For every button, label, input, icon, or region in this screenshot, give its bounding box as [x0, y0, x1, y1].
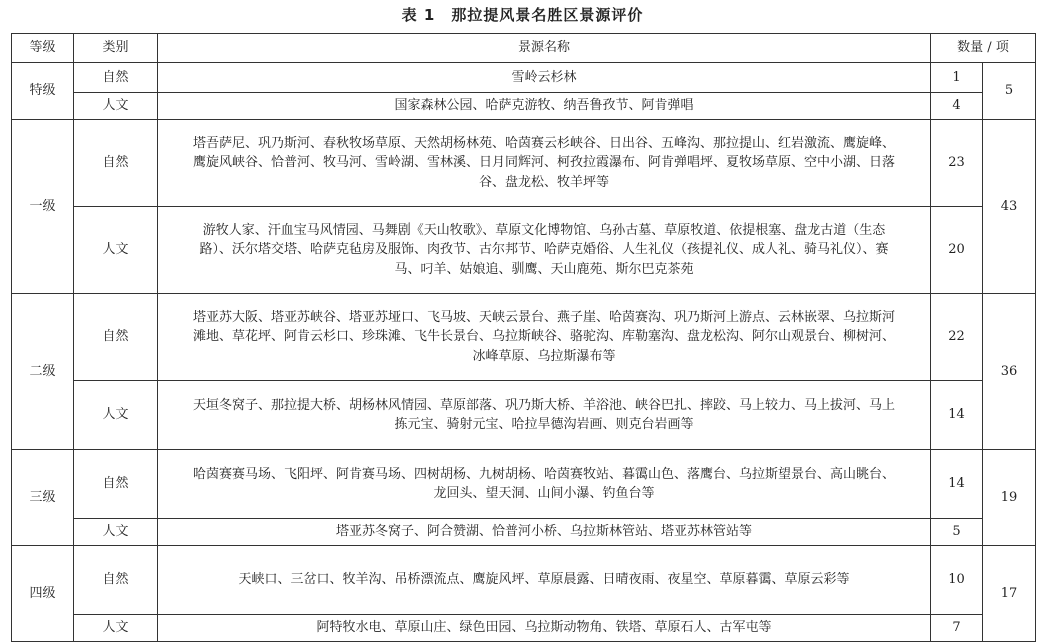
total-cell: 5 [983, 63, 1036, 120]
count-cell: 1 [931, 63, 983, 93]
category-cell: 人文 [74, 93, 158, 120]
category-cell: 人文 [74, 207, 158, 294]
category-cell: 人文 [74, 615, 158, 642]
table-row [12, 615, 1036, 642]
table-row [12, 120, 1036, 207]
header-row [12, 34, 1036, 63]
count-cell: 5 [931, 519, 983, 546]
names-cell: 阿特牧水电、草原山庄、绿色田园、乌拉斯动物角、铁塔、草原石人、古军屯等 [158, 615, 931, 642]
names-cell: 游牧人家、汗血宝马风情园、马舞剧《天山牧歌》、草原文化博物馆、乌孙古墓、草原牧道、依提根塞、盘龙古道（生态路）、沃尔塔交塔、哈萨克毡房及服饰、肉孜节、古尔邦节、哈萨克婚俗、人生礼仪（孩提礼仪、成人礼、骑马礼仪）、赛马、叼羊、姑娘追、驯鹰、天山鹿苑、斯尔巴克茶苑 [158, 207, 931, 294]
category-cell: 人文 [74, 519, 158, 546]
grade-cell: 二级 [12, 294, 74, 450]
names-cell: 塔亚苏冬窝子、阿合赞湖、恰普河小桥、乌拉斯林管站、塔亚苏林管站等 [158, 519, 931, 546]
total-cell: 19 [983, 450, 1036, 546]
header-category: 类别 [74, 34, 158, 63]
category-cell: 自然 [74, 294, 158, 381]
header-name: 景源名称 [158, 34, 931, 63]
header-grade: 等级 [12, 34, 74, 63]
names-cell: 国家森林公园、哈萨克游牧、纳吾鲁孜节、阿肯弹唱 [158, 93, 931, 120]
table-row [12, 93, 1036, 120]
count-cell: 14 [931, 450, 983, 519]
table-row [12, 207, 1036, 294]
count-cell: 4 [931, 93, 983, 120]
table-row [12, 63, 1036, 93]
grade-cell: 四级 [12, 546, 74, 642]
total-cell: 36 [983, 294, 1036, 450]
header-count: 数量 / 项 [931, 34, 1036, 63]
names-cell: 塔亚苏大阪、塔亚苏峡谷、塔亚苏垭口、飞马坡、天峡云景台、燕子崖、哈茵赛沟、巩乃斯河上游点、云林嵌翠、乌拉斯河滩地、草花坪、阿肯云杉口、珍珠滩、飞牛长景台、乌拉斯峡谷、骆驼沟、库勒塞沟、盘龙松沟、阿尔山观景台、柳树河、冰峰草原、乌拉斯瀑布等 [158, 294, 931, 381]
count-cell: 20 [931, 207, 983, 294]
count-cell: 7 [931, 615, 983, 642]
grade-cell: 三级 [12, 450, 74, 546]
table-row [12, 519, 1036, 546]
names-cell: 天峡口、三岔口、牧羊沟、吊桥漂流点、鹰旋风坪、草原晨露、日晴夜雨、夜星空、草原暮霭、草原云彩等 [158, 546, 931, 615]
total-cell: 43 [983, 120, 1036, 294]
grade-cell: 特级 [12, 63, 74, 120]
names-cell: 雪岭云杉林 [158, 63, 931, 93]
category-cell: 人文 [74, 381, 158, 450]
table-row [12, 294, 1036, 381]
count-cell: 23 [931, 120, 983, 207]
table-row [12, 546, 1036, 615]
names-cell: 天垣冬窝子、那拉提大桥、胡杨林风情园、草原部落、巩乃斯大桥、羊浴池、峡谷巴扎、摔跤、马上较力、马上拔河、马上拣元宝、骑射元宝、哈拉旱德沟岩画、则克台岩画等 [158, 381, 931, 450]
category-cell: 自然 [74, 546, 158, 615]
names-cell: 塔吾萨尼、巩乃斯河、春秋牧场草原、天然胡杨林苑、哈茵赛云杉峡谷、日出谷、五峰沟、那拉提山、红岩激流、鹰旋峰、鹰旋风峡谷、恰普河、牧马河、雪岭湖、雪林溪、日月同辉河、柯孜拉霞瀑布、阿肯弹唱坪、夏牧场草原、空中小湖、日落谷、盘龙松、牧羊坪等 [158, 120, 931, 207]
table-row [12, 381, 1036, 450]
table-row [12, 450, 1036, 519]
category-cell: 自然 [74, 120, 158, 207]
total-cell: 17 [983, 546, 1036, 642]
scenic-resource-table [11, 33, 1036, 642]
grade-cell: 一级 [12, 120, 74, 294]
names-cell: 哈茵赛赛马场、飞阳坪、阿肯赛马场、四树胡杨、九树胡杨、哈茵赛牧站、暮霭山色、落鹰台、乌拉斯望景台、高山眺台、龙回头、望天洞、山间小瀑、钓鱼台等 [158, 450, 931, 519]
category-cell: 自然 [74, 63, 158, 93]
count-cell: 10 [931, 546, 983, 615]
count-cell: 22 [931, 294, 983, 381]
category-cell: 自然 [74, 450, 158, 519]
count-cell: 14 [931, 381, 983, 450]
table-caption: 表 1 那拉提风景名胜区景源评价 [401, 6, 644, 24]
